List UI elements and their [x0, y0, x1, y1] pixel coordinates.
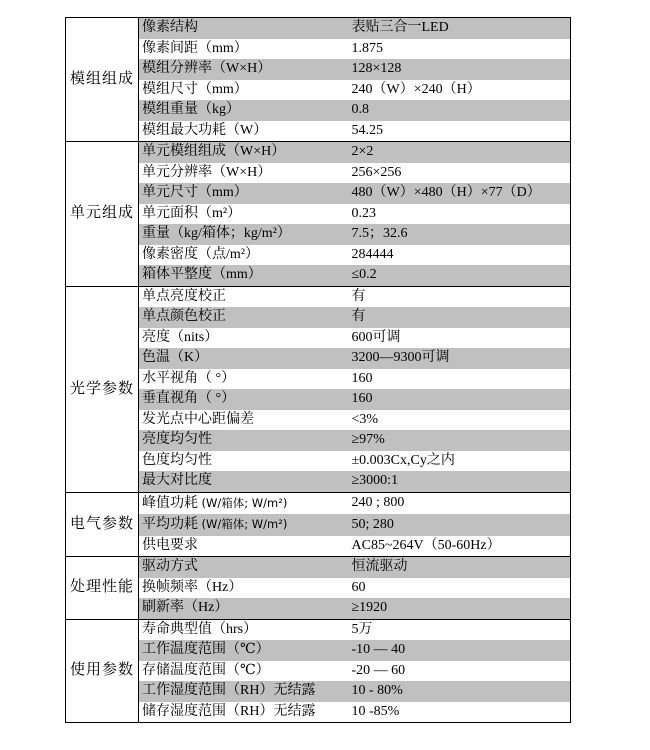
param-label-cell: [139, 514, 351, 536]
param-label-cell: [139, 557, 351, 578]
table-row: [66, 492, 571, 514]
table-row: [66, 348, 571, 369]
param-label-cell: [139, 100, 351, 121]
param-value-cell: 10 - 80%: [351, 681, 571, 702]
table-row: [66, 598, 571, 619]
param-value-cell: 7.5；32.6: [351, 224, 571, 245]
param-label-cell: [139, 265, 351, 286]
param-label-cell: [139, 536, 351, 557]
param-label-cell: [139, 121, 351, 142]
table-row: [66, 204, 571, 225]
param-value-cell: 54.25: [351, 122, 383, 138]
param-value-cell: 256×256: [351, 164, 402, 180]
param-value-cell: ≥97%: [351, 430, 571, 451]
param-label: 像素间距（mm）: [142, 40, 248, 56]
param-label: 驱动方式: [142, 559, 198, 574]
table-row: [66, 557, 571, 578]
table-row: [66, 59, 571, 80]
param-label-cell: [139, 18, 351, 39]
param-label-note: (W/箱体; W/m²): [201, 517, 288, 531]
table-row: [66, 328, 571, 349]
param-label: 垂直视角（ °）: [142, 391, 236, 406]
param-label: 模组尺寸（mm）: [142, 81, 248, 97]
param-label-cell: [139, 39, 351, 60]
param-label-cell: [139, 80, 351, 101]
param-label: 亮度均匀性: [142, 432, 212, 447]
param-label-cell: [139, 307, 351, 328]
table-row: [66, 681, 571, 702]
param-value-cell: 160: [351, 389, 571, 410]
param-value-cell: ±0.003Cx,Cy之内: [351, 452, 455, 468]
param-value-cell: 480（W）×480（H）×77（D）: [351, 183, 571, 204]
param-label-cell: [139, 328, 351, 349]
param-label: 工作湿度范围（RH）无结露: [142, 683, 316, 698]
param-label-cell: [139, 640, 351, 661]
param-label: 模组分辨率（W×H）: [142, 61, 272, 76]
param-label-cell: [139, 142, 351, 163]
param-value-cell: 0.23: [351, 205, 376, 221]
param-value-cell: 284444: [351, 246, 394, 262]
param-label: 模组重量（kg）: [142, 102, 240, 117]
table-row: [66, 224, 571, 245]
param-label-cell: [139, 286, 351, 307]
table-row: [66, 514, 571, 536]
param-value-cell: 0.8: [351, 100, 571, 121]
param-label: 单元模组组成（W×H）: [142, 144, 286, 159]
category-cell: 电气参数: [66, 492, 139, 557]
param-label: 单元面积（m²）: [142, 205, 242, 221]
param-label: 平均功耗: [142, 517, 198, 532]
table-row: [66, 640, 571, 661]
param-label-cell: [139, 163, 351, 184]
spec-table: [65, 17, 571, 723]
param-label-cell: [139, 245, 351, 266]
param-label-cell: [139, 348, 351, 369]
param-label-cell: [139, 451, 351, 472]
param-value-cell: 160: [351, 370, 373, 386]
table-row: [66, 578, 571, 599]
param-label-cell: [139, 578, 351, 599]
param-label: 色温（K）: [142, 350, 209, 365]
param-label: 刷新率（Hz）: [142, 600, 229, 615]
category-cell: 光学参数: [66, 286, 139, 492]
table-row: [66, 389, 571, 410]
table-row: [66, 471, 571, 492]
param-label: 发光点中心距偏差: [142, 411, 254, 427]
table-row: [66, 18, 571, 39]
table-row: [66, 39, 571, 60]
param-label: 重量（kg/箱体；kg/m²）: [142, 226, 291, 241]
table-row: [66, 619, 571, 640]
param-label-cell: [139, 598, 351, 619]
table-row: [66, 451, 571, 472]
param-value-cell: <3%: [351, 411, 379, 427]
table-row: [66, 163, 571, 184]
table-row: [66, 286, 571, 307]
param-label-cell: [139, 471, 351, 492]
param-label: 储存湿度范围（RH）无结露: [142, 703, 316, 719]
param-value-cell: 600可调: [351, 329, 401, 345]
param-value-cell: 128×128: [351, 59, 571, 80]
param-label: 供电要求: [142, 537, 198, 553]
param-value-cell: 2×2: [351, 142, 571, 163]
spec-sheet: [65, 17, 571, 723]
table-row: [66, 430, 571, 451]
table-row: [66, 80, 571, 101]
param-label: 峰值功耗: [142, 495, 198, 511]
param-value-cell: -20 — 60: [351, 662, 406, 678]
param-label: 单点亮度校正: [142, 288, 226, 304]
param-label-cell: [139, 681, 351, 702]
param-label: 亮度（nits）: [142, 329, 219, 345]
param-label-cell: [139, 224, 351, 245]
param-value-cell: 50; 280: [351, 514, 571, 536]
param-label: 箱体平整度（mm）: [142, 267, 262, 282]
param-label-cell: [139, 204, 351, 225]
param-label-cell: [139, 389, 351, 410]
param-label: 色度均匀性: [142, 452, 212, 468]
table-row: [66, 661, 571, 682]
param-value-cell: 5万: [351, 619, 571, 640]
table-row: [66, 369, 571, 390]
param-label: 水平视角（ °）: [142, 370, 236, 386]
table-row: [66, 307, 571, 328]
param-label-cell: [139, 410, 351, 431]
param-label: 像素密度（点/m²）: [142, 246, 259, 262]
param-value-cell: 有: [351, 286, 571, 307]
param-label: 寿命典型值（hrs）: [142, 621, 258, 637]
param-label-cell: [139, 702, 351, 723]
param-value-cell: 240 ; 800: [351, 492, 571, 514]
category-cell: 处理性能: [66, 557, 139, 620]
param-label-cell: [139, 59, 351, 80]
param-label-cell: [139, 369, 351, 390]
table-row: [66, 121, 571, 142]
category-cell: 模组组成: [66, 18, 139, 142]
param-label: 单元尺寸（mm）: [142, 185, 248, 200]
param-value-cell: 10 -85%: [351, 703, 400, 719]
param-label-cell: [139, 183, 351, 204]
table-row: [66, 536, 571, 557]
table-row: [66, 245, 571, 266]
param-label-cell: [139, 492, 351, 514]
param-value-cell: -10 — 40: [351, 640, 571, 661]
param-label: 单元分辨率（W×H）: [142, 164, 272, 180]
param-label: 最大对比度: [142, 473, 212, 488]
param-label: 换帧频率（Hz）: [142, 579, 243, 595]
param-label: 存储温度范围（℃）: [142, 662, 270, 678]
param-label: 模组最大功耗（W）: [142, 122, 268, 138]
param-label: 工作温度范围（℃）: [142, 642, 270, 657]
param-label-cell: [139, 430, 351, 451]
category-cell: 使用参数: [66, 619, 139, 723]
category-cell: 单元组成: [66, 142, 139, 287]
param-label: 像素结构: [142, 20, 198, 35]
param-value-cell: 240（W）×240（H）: [351, 81, 481, 97]
table-row: [66, 265, 571, 286]
param-label-note: (W/箱体; W/m²): [201, 495, 288, 510]
param-value-cell: ≤0.2: [351, 265, 571, 286]
table-row: [66, 100, 571, 121]
param-value-cell: 1.875: [351, 40, 383, 56]
table-row: [66, 702, 571, 723]
spec-table-body: [66, 18, 571, 723]
table-row: [66, 410, 571, 431]
param-value-cell: 3200—9300可调: [351, 348, 571, 369]
param-value-cell: 表贴三合一LED: [351, 18, 571, 39]
param-value-cell: ≥3000:1: [351, 471, 571, 492]
param-value-cell: 60: [351, 579, 366, 595]
param-value-cell: 有: [351, 307, 571, 328]
table-row: [66, 183, 571, 204]
param-value-cell: AC85~264V（50-60Hz）: [351, 537, 501, 553]
param-label-cell: [139, 661, 351, 682]
param-label-cell: [139, 619, 351, 640]
table-row: [66, 142, 571, 163]
param-value-cell: ≥1920: [351, 598, 571, 619]
param-value-cell: 恒流驱动: [351, 557, 571, 578]
param-label: 单点颜色校正: [142, 309, 226, 324]
